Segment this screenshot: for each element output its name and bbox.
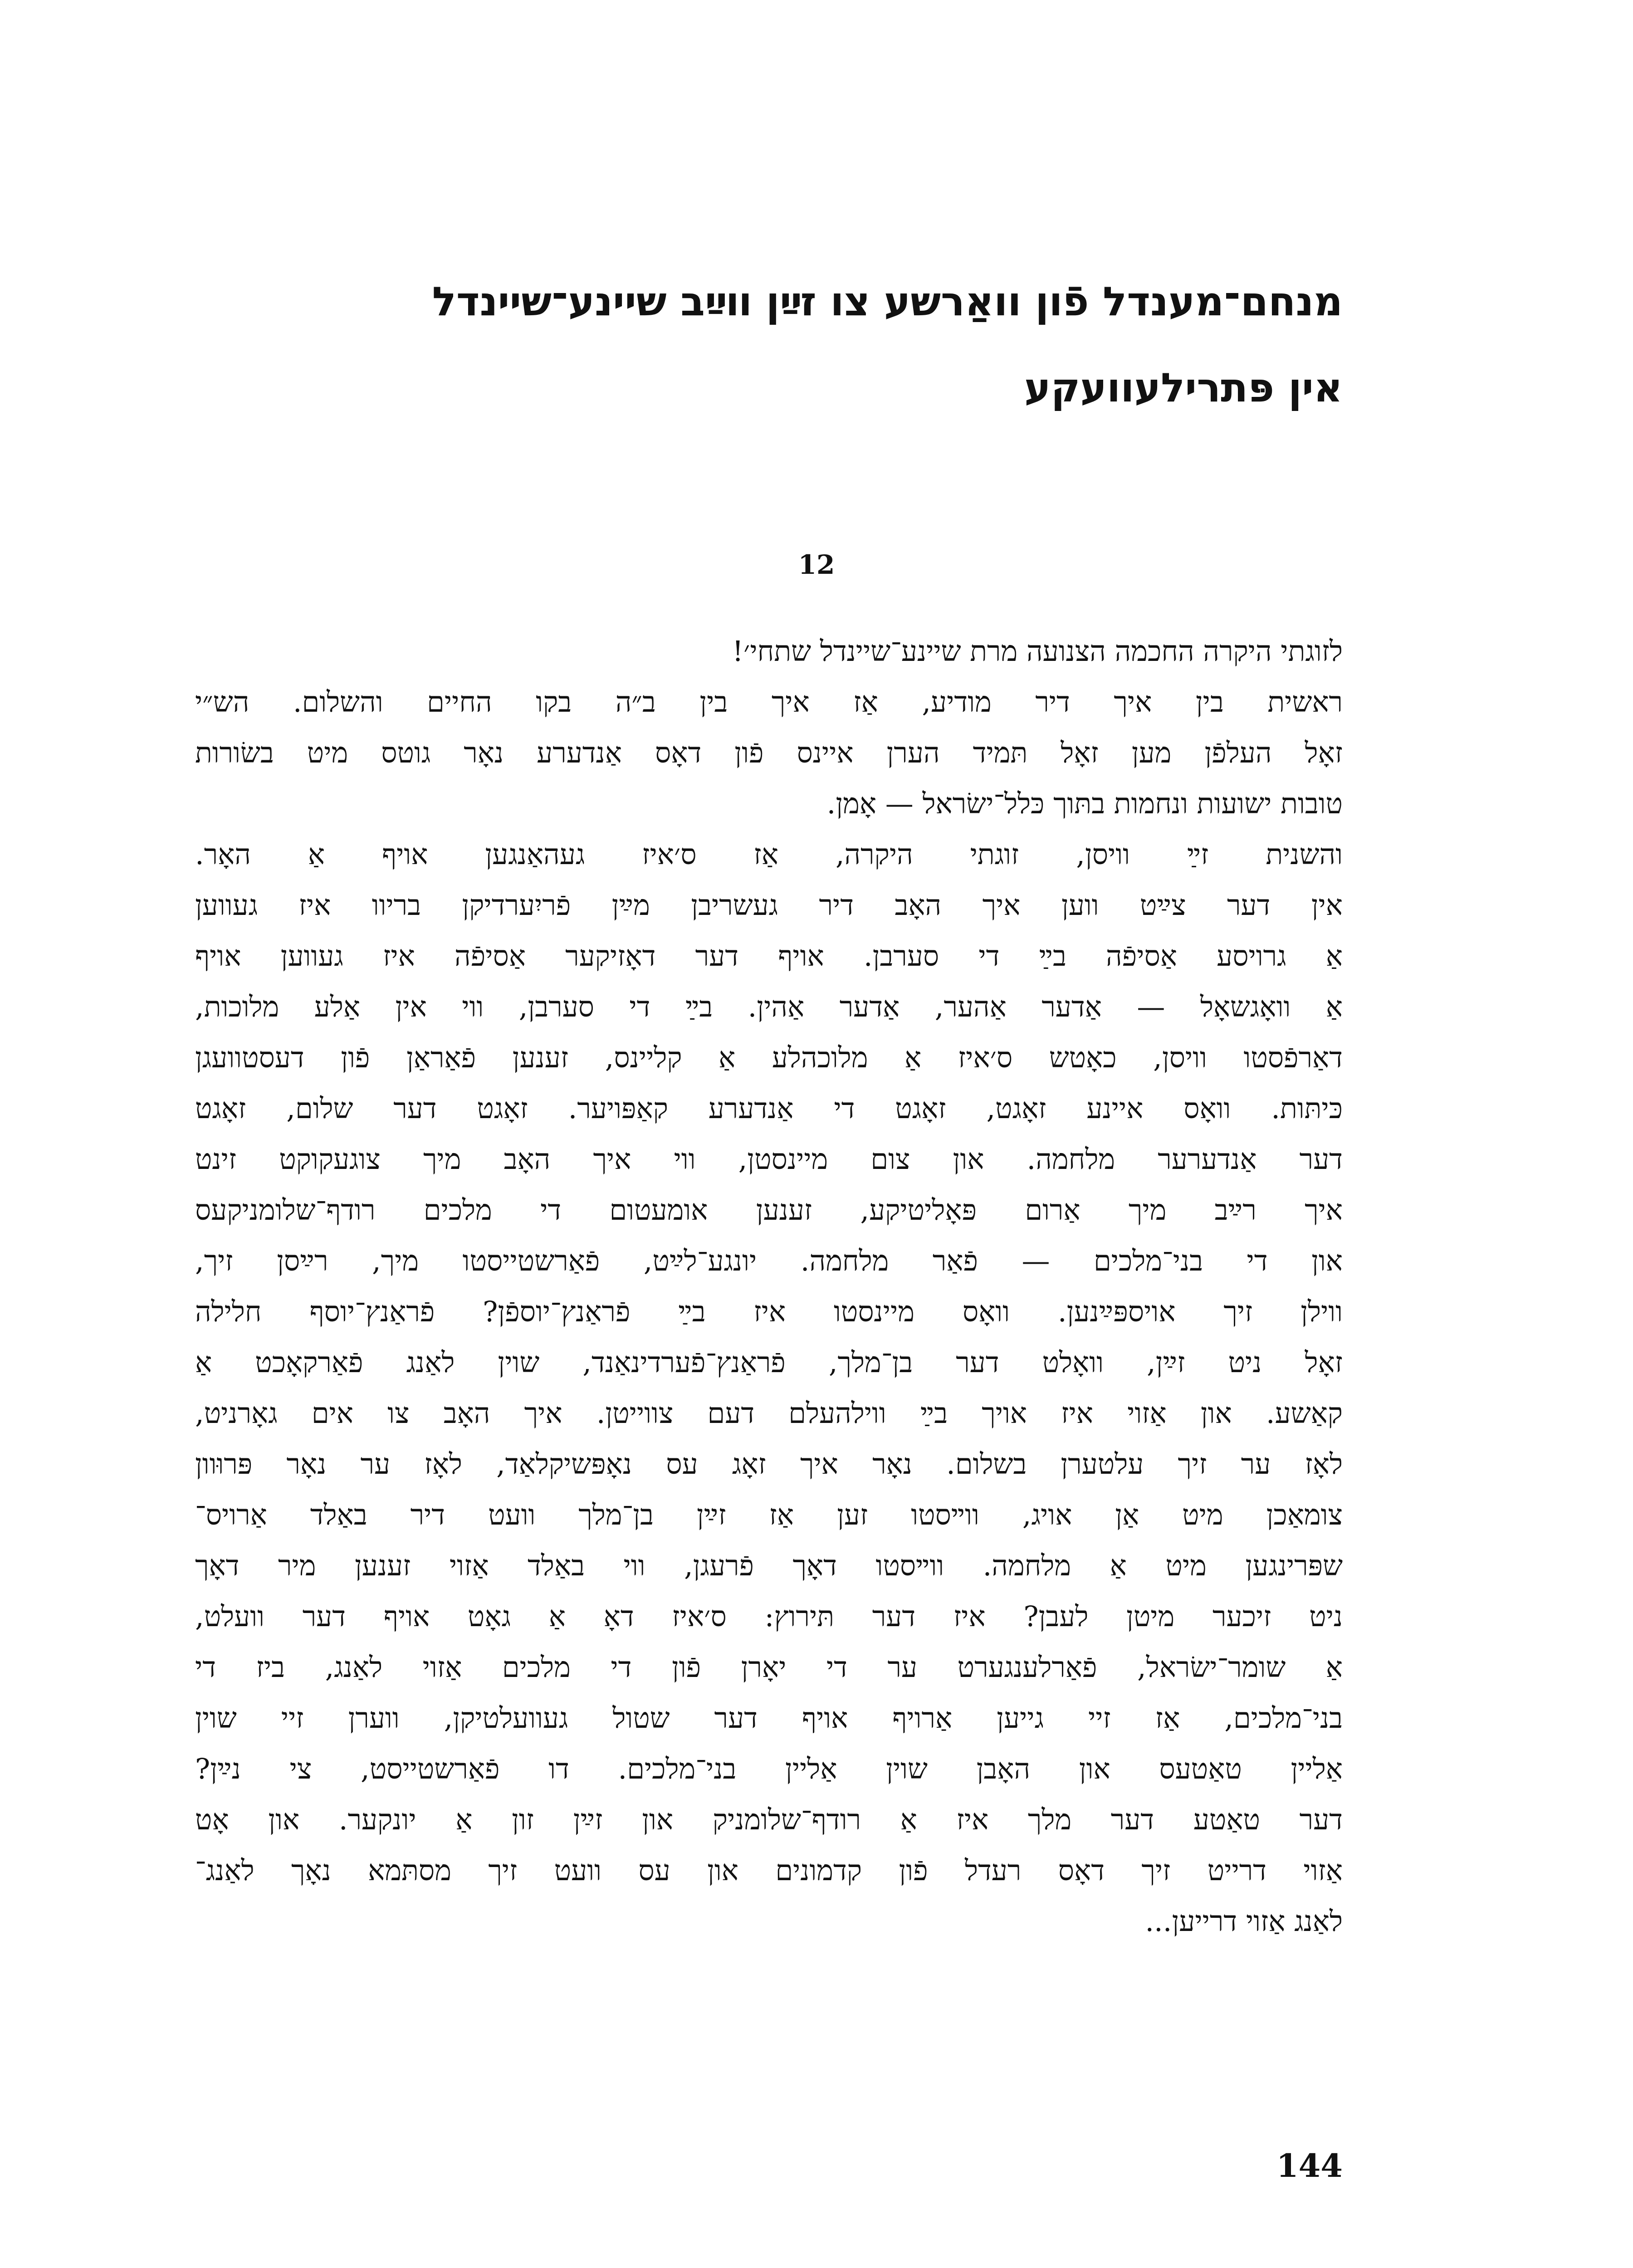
text-line: שפּרינגען מיט אַ מלחמה. ווײסטו דאָך פֿרעגן, ווי באַלד אַזוי זענען מיר דאָך — [195, 1549, 1343, 1582]
text-line: אַזוי דרייט זיך דאָס רעדל פֿון קדמונים און עס וועט זיך מסתּמא נאָך לאַנג־ — [195, 1854, 1343, 1887]
text-line: לאָז ער זיך עלטערן בשלום. נאָר איך זאָג עס נאָפּשיקלאַד, לאָז ער נאָר פּרוּוון — [195, 1447, 1343, 1481]
chapter-title-line-2: אין פּתרילעוועקע — [1024, 364, 1343, 411]
text-line: ניט זיכער מיטן לעבן? איז דער תּירוץ: ס׳איז דאָ אַ גאָט אויף דער וועלט, — [195, 1600, 1343, 1633]
text-line: קאַשע. און אַזוי איז אויך בײַ ווילהעלם דעם צווייטן. איך האָב צו אים גאָרניט, — [195, 1397, 1343, 1430]
text-line: אַ וואָגשאָל — אַדער אַהער, אַדער אַהין. בײַ די סערבן, ווי אין אַלע מלוכות, — [195, 990, 1343, 1023]
text-line: ראשית בין איך דיר מודיע, אַז איך בין ב״ה בקו החיים והשלום. הש״י — [195, 685, 1343, 719]
text-line: איך רײַב מיך אַרום פּאָליטיקע, זענען אומעטום די מלכים רודף־שלומניקעס — [195, 1193, 1343, 1227]
text-line: דער טאַטע דער מלך איז אַ רודף־שלומניק און זײַן זון אַ יונקער. און אָט — [195, 1803, 1343, 1836]
text-line: כּיתּות. וואָס איינע זאָגט, זאָגט די אַנדערע קאַפּויער. זאָגט דער שלום, זאָגט — [195, 1092, 1343, 1125]
chapter-title-line-1: מנחם־מענדל פֿון וואַרשע צו זײַן װײַב שיינע־שיינדל — [432, 278, 1343, 325]
text-line: דאַרפֿסטו וויסן, כאָטש ס׳איז אַ מלוכהלע אַ קליינס, זענען פֿאַראַן פֿון דעסטוועגן — [195, 1041, 1343, 1074]
text-line: אין דער צײַט ווען איך האָב דיר געשריבן מײַן פֿריִערדיקן בריוו איז געווען — [195, 889, 1343, 922]
chapter-title — [345, 259, 1343, 431]
text-line: און די בני־מלכים — פֿאַר מלחמה. יונגע־לײַט, פֿאַרשטייסטו מיך, רײַסן זיך, — [195, 1244, 1343, 1277]
salutation-line: לזוגתי היקרה החכמה הצנועה מרת שיינע־שיינדל שתחי׳! — [732, 635, 1343, 668]
text-line: אַליין טאַטעס און האָבן שוין אַליין בני־מלכים. דו פֿאַרשטייסט, צי נײַן? — [195, 1752, 1343, 1785]
text-line: צומאַכן מיט אַן אויג, ווײסטו זען אַז זײַן בן־מלך וועט דיר באַלד אַרויס־ — [195, 1498, 1343, 1531]
text-line: אַ שומר־ישׂראל, פֿאַרלענגערט ער די יאָרן פֿון די מלכים אַזוי לאַנג, ביז די — [195, 1651, 1343, 1684]
text-line: זאָל העלפֿן מען זאָל תּמיד הערן איינס פֿון דאָס אַנדערע נאָר גוטס מיט בשׂורות — [195, 736, 1343, 769]
text-line: לאַנג אַזוי דרייען... — [1145, 1905, 1343, 1938]
letter-body — [195, 626, 1343, 1947]
text-line: והשנית זײַ וויסן, זוגתי היקרה, אַז ס׳איז געהאַנגען אויף אַ האָר. — [195, 838, 1343, 871]
text-line: טובות ישועות ונחמות בתּוך כּלל־ישׂראל — אָמן. — [826, 787, 1343, 820]
text-line: דער אַנדערער מלחמה. און צום מיינסטן, ווי איך האָב מיך צוגעקוקט זינט — [195, 1143, 1343, 1176]
text-line: אַ גרויסע אַסיפֿה בײַ די סערבן. אויף דער דאָזיקער אַסיפֿה איז געווען אויף — [195, 939, 1343, 973]
page-number: 144 — [1276, 2147, 1343, 2185]
letter-number: 12 — [798, 549, 835, 580]
text-line: זאָל ניט זײַן, וואָלט דער בן־מלך, פֿראַנץ־פֿערדינאַנד, שוין לאַנג פֿאַרקאָכט אַ — [195, 1346, 1343, 1379]
text-line: ווילן זיך אויספּײַנען. וואָס מיינסטו איז בײַ פֿראַנץ־יוספֿן? פֿראַנץ־יוסף חלילה — [195, 1295, 1343, 1328]
text-line: בני־מלכים, אַז זיי גייען אַרויף אויף דער שטול געוועלטיקן, ווערן זיי שוין — [195, 1701, 1343, 1735]
